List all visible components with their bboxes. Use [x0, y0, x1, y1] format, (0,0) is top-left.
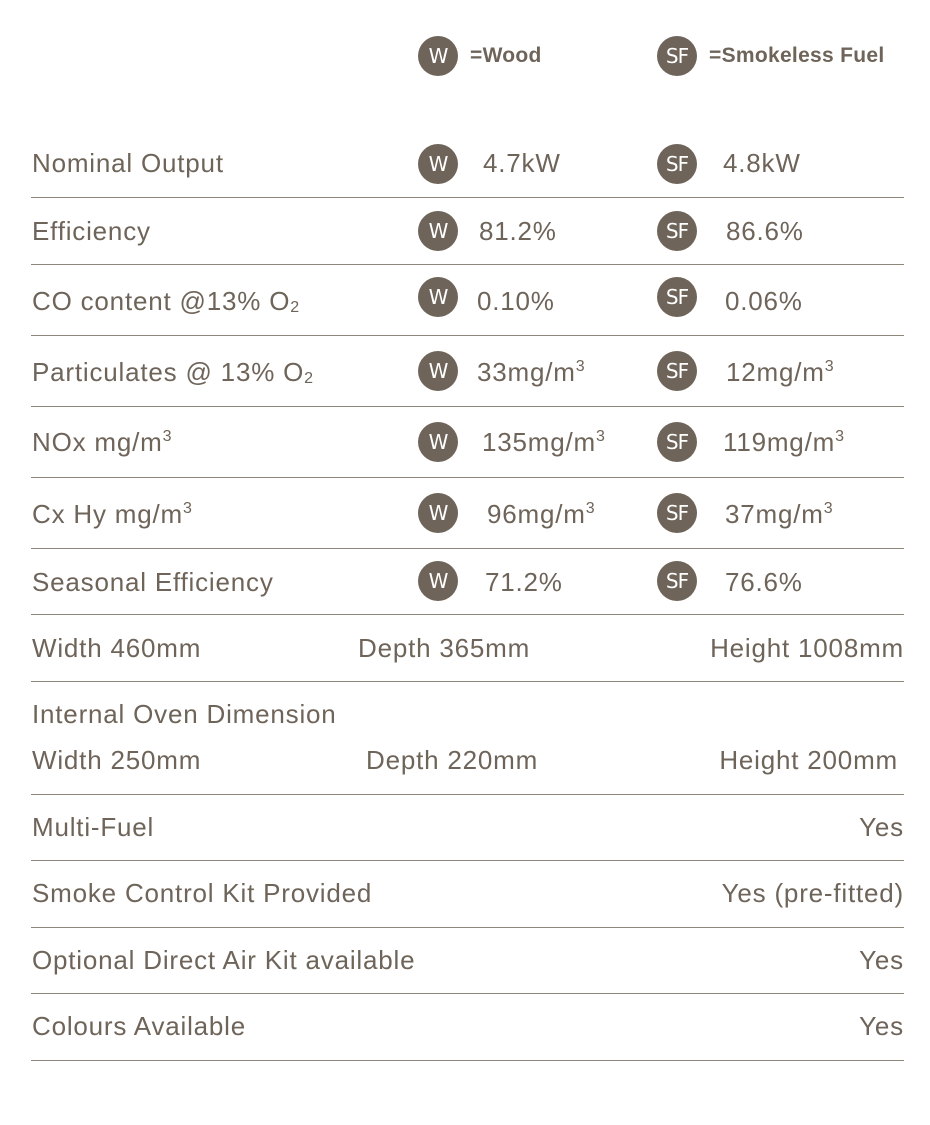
spec-row-nox: [31, 407, 904, 478]
wood-badge-icon: W: [418, 351, 458, 391]
spec-label: Cx Hy $mg/m^3$: [32, 499, 193, 529]
sf-badge-icon: SF: [657, 277, 697, 317]
spec-row-seasonal-efficiency: [31, 549, 904, 615]
feature-value: Yes: [859, 1011, 904, 1041]
wood-value: $96mg/m^3$: [487, 499, 596, 529]
wood-value: $135mg/m^3$: [482, 427, 606, 457]
wood-badge-icon: W: [418, 561, 458, 601]
spec-row-nominal-output: [31, 130, 904, 198]
wood-value: 4.7kW: [483, 148, 561, 178]
legend-wood: [418, 37, 542, 75]
sf-value: 76.6%: [725, 567, 803, 597]
feature-value: Yes: [859, 945, 904, 975]
spec-row-particulates: [31, 336, 904, 407]
sf-value: 0.06%: [725, 286, 803, 316]
legend-sf-label: =Smokeless Fuel: [709, 44, 885, 67]
sf-badge-icon: SF: [657, 561, 697, 601]
sf-badge-icon: SF: [657, 422, 697, 462]
legend-smokeless-fuel: [657, 37, 885, 75]
feature-label: Multi-Fuel: [32, 812, 155, 842]
sf-value: $37mg/m^3$: [725, 499, 834, 529]
legend-wood-label: =Wood: [470, 44, 542, 67]
feature-value: Yes: [859, 812, 904, 842]
feature-row-smoke-control: [31, 861, 904, 928]
oven-title: Internal Oven Dimension: [32, 699, 337, 729]
oven-depth: Depth 220mm: [366, 745, 539, 775]
sf-badge-icon: SF: [657, 36, 697, 76]
wood-badge-icon: W: [418, 277, 458, 317]
feature-row-multi-fuel: [31, 795, 904, 861]
wood-badge-icon: W: [418, 144, 458, 184]
sf-value: 86.6%: [726, 216, 804, 246]
wood-badge-icon: W: [418, 36, 458, 76]
spec-row-efficiency: [31, 198, 904, 265]
sf-value: $119mg/m^3$: [723, 427, 845, 457]
dimension-height: Height 1008mm: [710, 633, 904, 663]
oven-height: Height 200mm: [719, 745, 898, 775]
sf-badge-icon: SF: [657, 493, 697, 533]
wood-value: $33mg/m^3$: [477, 357, 586, 387]
wood-value: 71.2%: [485, 567, 563, 597]
sf-value: $12mg/m^3$: [726, 357, 835, 387]
sf-badge-icon: SF: [657, 144, 697, 184]
spec-row-cxhy: [31, 478, 904, 549]
feature-row-direct-air: [31, 928, 904, 994]
wood-badge-icon: W: [418, 422, 458, 462]
feature-row-colours: [31, 994, 904, 1061]
wood-value: 81.2%: [479, 216, 557, 246]
dimension-width: Width 460mm: [32, 633, 202, 663]
wood-badge-icon: W: [418, 211, 458, 251]
feature-value: Yes (pre-fitted): [721, 878, 904, 908]
sf-badge-icon: SF: [657, 211, 697, 251]
feature-label: Optional Direct Air Kit available: [32, 945, 416, 975]
spec-label: Efficiency: [32, 216, 151, 246]
spec-label: NOx $mg/m^3$: [32, 427, 173, 457]
feature-label: Smoke Control Kit Provided: [32, 878, 373, 908]
spec-label: Seasonal Efficiency: [32, 567, 274, 597]
dimensions-row: [31, 615, 904, 682]
feature-label: Colours Available: [32, 1011, 247, 1041]
oven-dimensions-row: [31, 682, 904, 795]
spec-row-co-content: [31, 265, 904, 336]
spec-label: Nominal Output: [32, 148, 224, 178]
spec-label: Particulates @ 13% $O_2$: [32, 357, 314, 387]
sf-badge-icon: SF: [657, 351, 697, 391]
spec-label: CO content @13% $O_2$: [32, 286, 300, 316]
dimension-depth: Depth 365mm: [358, 633, 531, 663]
sf-value: 4.8kW: [723, 148, 801, 178]
wood-badge-icon: W: [418, 493, 458, 533]
oven-width: Width 250mm: [32, 745, 202, 775]
wood-value: 0.10%: [477, 286, 555, 316]
